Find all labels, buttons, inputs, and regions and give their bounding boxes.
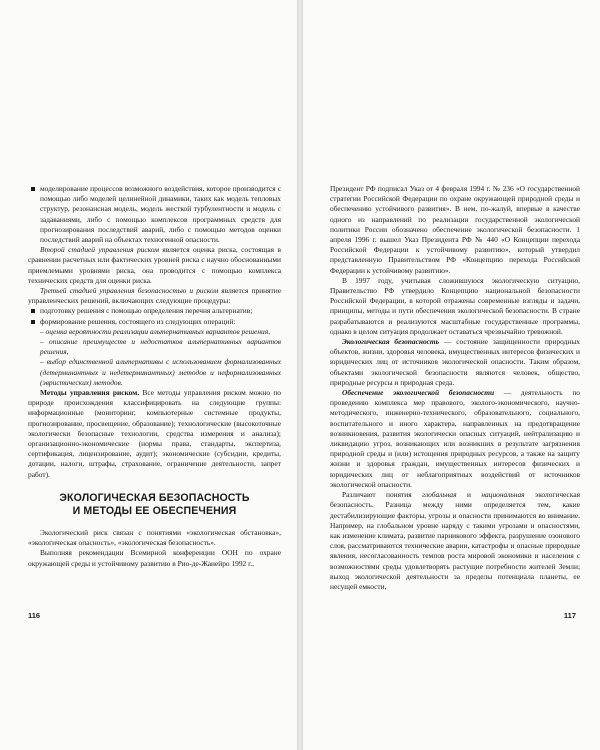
paragraph: Второй стадией управления риском является оценка риска, состоящая в сравнении расчетных или фактических уровней риска с научно обоснованными приемлемыми уровнями риска, она проводится с помощью комплекса технических средств для оценки риска. (28, 245, 282, 285)
paragraph: Методы управления риском. Все методы управления риском можно по природе происхождения классифицировать на следующие группы: информационные (мониторинг, компьютерные системные продукты, прогнозирование, просвещение, образование); технологические (высокоточные экологически безопасные технологии, средства измерения и анализа); организационно-экономические (нормы права, стандарты, экспертиза, сертификация, лицензирование, аудит); экономические (субсидии, кредиты, дотации, налоги, штрафы, страхование, ограничение деятельности, запрет работ). (28, 388, 282, 479)
paragraph: Третьей стадией управления безопасностью и риском является принятие управленческих решений, включающих следующие процедуры: (28, 286, 281, 306)
bullet-item: формирование решения, состоящего из следующих операций: (28, 317, 281, 327)
paragraph: Обеспечение экологической безопасности — деятельность по проведению комплекса мер правового, эколого-экономического, научно-методического, инженерно-технического, образовательного, социального, воспитательного и иного характера, направленных на предотвращение возникновения, развития экологически опасных ситуаций, нейтрализацию и ликвидацию угроз, возникающих или возникших в результате загрязнения природной среды и (или) истощения природных ресурсов, а также на защиту жизни и здоровья граждан, имущественных интересов физических и юридических лиц от неблагоприятных воздействий от источников экологической опасности. (330, 388, 580, 489)
paragraph: Экологическая безопасность — состояние защищенности природных объектов, жизни, здоровья человека, имущественных интересов физических и юридических лиц от источников экологической опасности. Таким образом, объектами экологической безопасности являются человек, общество, природные ресурсы и природная среда. (330, 337, 580, 387)
paragraph: В 1997 году, учитывая сложившуюся экологическую ситуацию, Правительство РФ утвердило Концепцию национальной безопасности Российской Федерации, в которой отражены современные взгляды и задачи, принципы, методы и пути обеспечения экологической безопасности. В стране разрабатываются и реализуются масштабные государственные программы, однако в целом ситуация продолжает оставаться чрезвычайно тревожной. (330, 275, 580, 336)
section-heading: ЭКОЛОГИЧЕСКАЯ БЕЗОПАСНОСТЬ И МЕТОДЫ ЕЕ ОБЕСПЕЧЕНИЯ (59, 491, 250, 517)
right-text-column (330, 184, 580, 592)
left-text-column (28, 184, 281, 569)
paragraph: Экологический риск связан с понятиями «экологическая обстановка», «экологическая опасность», «экологическая безопасность». (28, 527, 281, 548)
paragraph: Выполняя рекомендации Всемирной конференции ООН по охране окружающей среды и устойчивому развитию в Рио-де-Жанейро 1992 г., (28, 548, 281, 568)
bullet-item: подготовку решения с помощью определения перечня альтернатив; (28, 306, 281, 316)
bullet-item: моделирование процессов возможного воздействия, которое производится с помощью либо моделей целинейной динамики, таких как модель тепловых структур, резонансная модель, модель жесткой турбулентности и модель с задаваниями, либо с помощью комплексов программных средств для прогнозирования последствий аварий, либо с помощью методов оценки последствий аварий на объектах техногенной опасности. (28, 184, 281, 245)
sub-item: – описание преимуществ и недостатков альтернативных вариантов решения, (40, 337, 282, 357)
paragraph: Различают понятия глобальная и национальная экологическая безопасность. Разница между ними определяется тем, какие дестабилизирующие факторы, угрозы и опасности принимаются во внимание. Например, на глобальном уровне наряду с такими угрозами и опасностями, как изменение климата, развитие парникового эффекта, разрушение озонового слоя, рассматриваются технические аварии, катастрофы и опасные природные явления, несогласованность темпов роста мировой экономики и населения с возможностями среды удовлетворять растущие потребности жителей Земли; выход экологической деятельности за пределы потенциала планеты, ее несущей емкости, (330, 490, 581, 591)
page-number-left: 116 (28, 611, 41, 620)
sub-item: – оценка вероятности реализации альтернативных вариантов решения, (40, 326, 271, 336)
sub-item: – выбор единственной альтернативы с использованием формализованных (детерминантных и недетерминантных) методов и неформализованных (эвристических) методов. (40, 357, 281, 387)
paragraph: Президент РФ подписал Указ от 4 февраля 1994 г. № 236 «О государственной стратегии Российской Федерации по охране окружающей природной среды и обеспечению устойчивого развития». В нем, по-жалуй, впервые в качестве одного из направлений по реализации государственной экологической политики России обозначено обеспечение экологической безопасности. 1 апреля 1996 г. вышел Указ Президента РФ № 440 «О Концепции перехода Российской Федерации к устойчивому развитию», который утвердил представленную Правительством РФ «Концепцию перехода Российской Федерации к устойчивому развитию». (330, 184, 580, 275)
page-number-right: 117 (563, 611, 576, 620)
